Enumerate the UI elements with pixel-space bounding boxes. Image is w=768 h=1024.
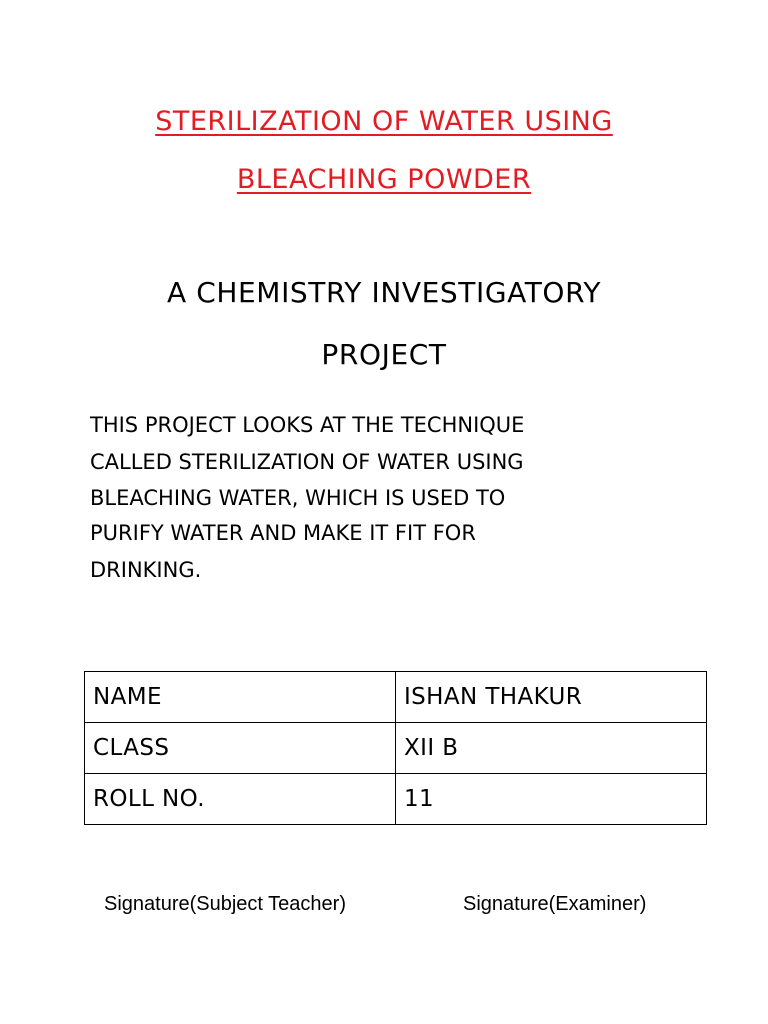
examiner-signature-label: Signature(Examiner): [463, 893, 647, 915]
description-line: DRINKING.: [90, 558, 202, 582]
project-title-line-2: BLEACHING POWDER: [236, 164, 532, 195]
teacher-signature-label: Signature(Subject Teacher): [104, 893, 346, 915]
class-value: XII B: [396, 723, 707, 774]
table-row-name: [85, 672, 707, 723]
table-row-roll: [85, 774, 707, 825]
student-details-table: [84, 671, 707, 825]
project-subtitle-line-2: PROJECT: [321, 338, 447, 371]
table-row-class: [85, 723, 707, 774]
description-line: CALLED STERILIZATION OF WATER USING: [90, 450, 524, 474]
description-line: BLEACHING WATER, WHICH IS USED TO: [90, 486, 506, 510]
class-label: CLASS: [85, 723, 396, 774]
roll-label: ROLL NO.: [85, 774, 396, 825]
description-line: PURIFY WATER AND MAKE IT FIT FOR: [90, 521, 476, 545]
roll-value: 11: [396, 774, 707, 825]
project-title-line-1: STERILIZATION OF WATER USING: [155, 106, 613, 137]
project-subtitle-line-1: A CHEMISTRY INVESTIGATORY: [166, 276, 602, 309]
name-label: NAME: [85, 672, 396, 723]
description-line: THIS PROJECT LOOKS AT THE TECHNIQUE: [90, 413, 525, 437]
name-value: ISHAN THAKUR: [396, 672, 707, 723]
